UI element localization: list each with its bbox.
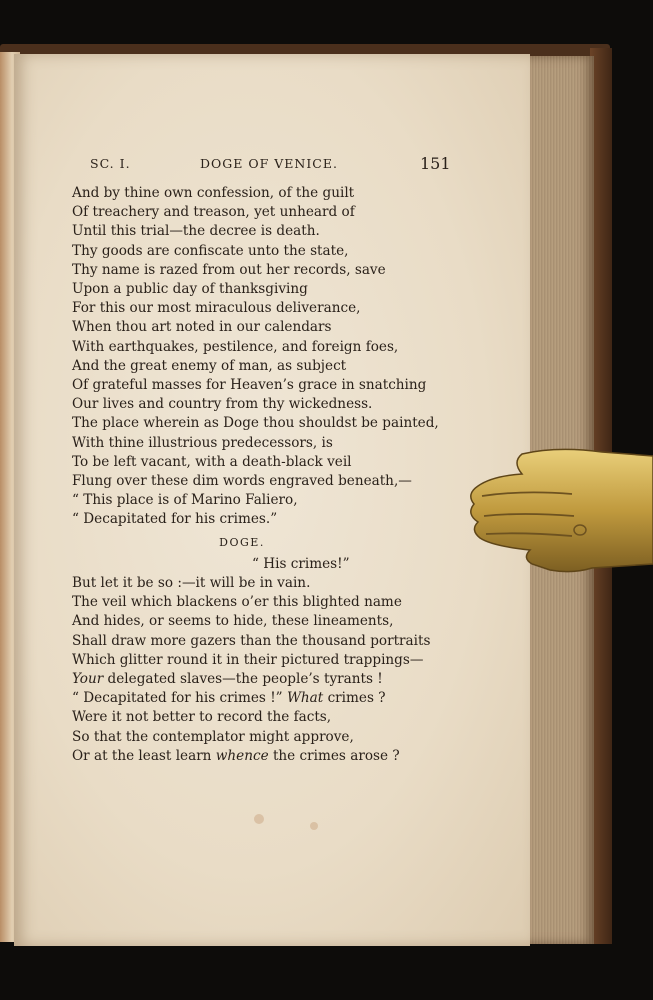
- verse-line: Flung over these dim words engraved beneath,—: [72, 473, 412, 490]
- verse-line: Upon a public day of thanksgiving: [72, 281, 308, 298]
- verse-line: Of grateful masses for Heaven’s grace in snatching: [72, 377, 427, 394]
- verse-line: “ Decapitated for his crimes.”: [72, 511, 278, 528]
- verse-line: And by thine own confession, of the guilt: [72, 185, 355, 201]
- verse-line-end: crimes ?: [323, 690, 386, 707]
- verse-line: [72, 747, 542, 766]
- italic-word: What: [286, 690, 324, 707]
- verse-line-end: the crimes arose ?: [268, 747, 400, 764]
- verse-line: And the great enemy of man, as subject: [72, 357, 347, 374]
- verse-line: The veil which blackens o’er this blighted name: [72, 594, 402, 611]
- brass-hand-icon: [462, 446, 653, 574]
- verse-line: So that the contemplator might approve,: [72, 728, 354, 745]
- verse-line: To be left vacant, with a death-black veil: [72, 453, 352, 470]
- verse-line: But let it be so :—it will be in vain.: [72, 575, 311, 592]
- verse-line: With earthquakes, pestilence, and foreign foes,: [72, 338, 399, 355]
- verse-line: “ This place is of Marino Faliero,: [72, 492, 298, 509]
- verse-line: [72, 689, 542, 708]
- foxing-spot: [310, 822, 318, 830]
- verse-line-start: Or at the least learn: [72, 747, 216, 764]
- running-title: DOGE OF VENICE.: [200, 156, 338, 171]
- verse-line: Thy name is razed from out her records, save: [72, 261, 386, 278]
- running-header: [90, 156, 450, 176]
- section-label: SC. I.: [90, 156, 131, 171]
- speaker-name: DOGE.: [219, 535, 265, 549]
- verse-line: Of treachery and treason, yet unheard of: [72, 204, 355, 221]
- verse-group-3: [72, 708, 542, 746]
- verse-line: The place wherein as Doge thou shouldst be painted,: [72, 415, 439, 432]
- verse-line: Thy goods are confiscate unto the state,: [72, 242, 349, 259]
- verse-line: Shall draw more gazers than the thousand portraits: [72, 632, 431, 649]
- verse-group-2: [72, 574, 542, 670]
- verse-line: For this our most miraculous deliverance,: [72, 300, 361, 317]
- italic-word: whence: [215, 747, 269, 764]
- page-number: 151: [420, 154, 451, 173]
- verse-line: And hides, or seems to hide, these lineaments,: [72, 613, 394, 630]
- verse-line-rest: delegated slaves—the people’s tyrants !: [103, 671, 383, 688]
- verse-line-start: “ Decapitated for his crimes !”: [72, 690, 287, 707]
- verse-line: Our lives and country from thy wickedness.: [72, 396, 373, 413]
- italic-word: Your: [72, 671, 104, 688]
- verse-line: “ His crimes!”: [252, 555, 350, 572]
- verse-line: [72, 670, 542, 689]
- verse-line: Until this trial—the decree is death.: [72, 223, 320, 240]
- verse-line: Were it not better to record the facts,: [72, 709, 332, 726]
- verse-line: Which glitter round it in their pictured trappings—: [72, 651, 424, 668]
- verse-line: With thine illustrious predecessors, is: [72, 434, 333, 451]
- foxing-spot: [254, 814, 264, 824]
- verse-line: When thou art noted in our calendars: [72, 319, 332, 336]
